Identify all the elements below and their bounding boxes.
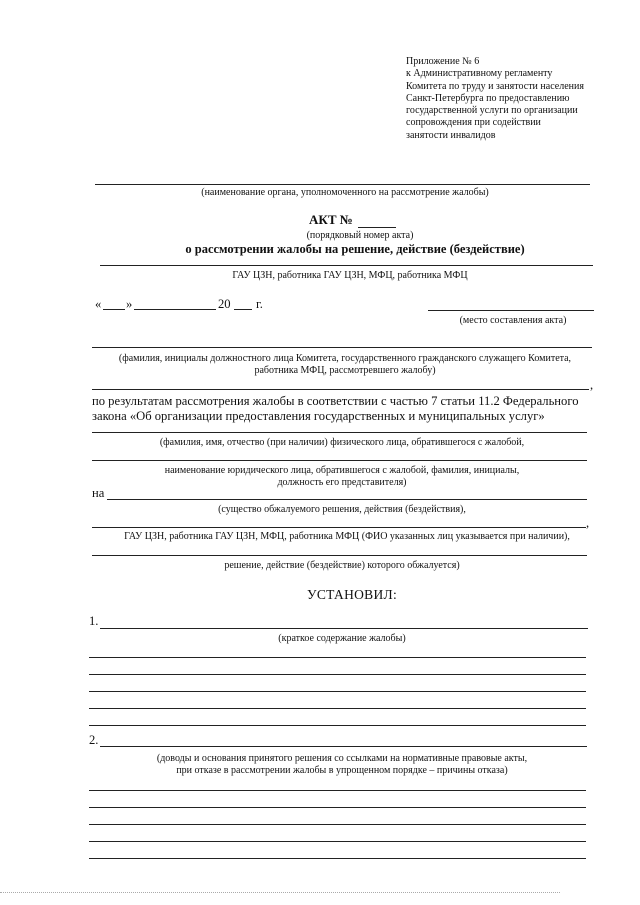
legal-entity-field-line[interactable] — [92, 460, 587, 461]
respondents-caption: ГАУ ЦЗН, работника ГАУ ЦЗН, МФЦ, работника МФЦ — [232, 270, 468, 281]
decision-field-line-2[interactable] — [92, 527, 586, 528]
established-heading: УСТАНОВИЛ: — [307, 587, 398, 602]
appendix-line: занятости инвалидов — [406, 129, 496, 141]
appendix-note — [406, 56, 616, 142]
summary-line[interactable] — [89, 674, 586, 675]
decision-field-line[interactable] — [107, 499, 587, 500]
decision2-caption: решение, действие (бездействие) которого обжалуется) — [224, 560, 460, 571]
legal-entity-caption-line2: должность его представителя) — [277, 477, 407, 488]
date-year-suffix: г. — [256, 297, 263, 311]
grounds-line[interactable] — [89, 790, 586, 791]
date-year-field[interactable] — [234, 309, 252, 310]
summary-caption: (краткое содержание жалобы) — [278, 633, 406, 644]
place-field-line[interactable] — [428, 310, 594, 311]
date-open-quote: « — [95, 297, 102, 311]
authority-field-line[interactable] — [95, 184, 590, 185]
act-number-label: АКТ № — [309, 212, 353, 227]
authority-caption: (наименование органа, уполномоченного на рассмотрение жалобы) — [201, 187, 489, 198]
official-field-line[interactable] — [92, 347, 592, 348]
official-field-line-2[interactable] — [92, 389, 589, 390]
place-caption: (место составления акта) — [459, 315, 567, 326]
summary-line[interactable] — [89, 708, 586, 709]
respondent-field-line[interactable] — [100, 265, 593, 266]
date-month-field[interactable] — [134, 309, 216, 310]
appendix-line: Комитета по труду и занятости населения — [406, 80, 584, 92]
official-caption-line1: (фамилия, инициалы должностного лица Комитета, государственного гражданского служащего Комитета, — [118, 353, 572, 364]
grounds-caption-line2: при отказе в рассмотрении жалобы в упрощенном порядке – причины отказа) — [176, 765, 508, 776]
official-caption-line2: работника МФЦ, рассмотревшего жалобу) — [254, 365, 436, 376]
date-close-quote: » — [126, 297, 133, 311]
item1-field-line[interactable] — [100, 628, 588, 629]
act-subject-title: о рассмотрении жалобы на решение, действие (бездействие) — [185, 242, 525, 256]
appendix-line: Санкт-Петербурга по предоставлению — [406, 92, 570, 104]
act-number-caption: (порядковый номер акта) — [306, 230, 414, 241]
item2-number: 2. — [89, 733, 99, 747]
grounds-line[interactable] — [89, 807, 586, 808]
scan-edge-artifact — [0, 892, 560, 893]
item1-number: 1. — [89, 614, 99, 628]
applicant-field-line[interactable] — [92, 432, 587, 433]
summary-line[interactable] — [89, 691, 586, 692]
date-year-prefix: 20 — [218, 297, 231, 311]
appendix-line: к Административному регламенту — [406, 68, 553, 80]
legal-entity-caption-line1: наименование юридического лица, обратившегося с жалобой, фамилия, инициалы, — [164, 465, 520, 476]
grounds-line[interactable] — [89, 858, 586, 859]
item2-field-line[interactable] — [100, 746, 587, 747]
act-number-field-line[interactable] — [358, 227, 396, 228]
staff-field-line[interactable] — [92, 555, 587, 556]
grounds-line[interactable] — [89, 824, 586, 825]
grounds-line[interactable] — [89, 841, 586, 842]
trailing-comma-2: , — [586, 516, 590, 530]
individual-caption: (фамилия, имя, отчество (при наличии) физического лица, обратившегося с жалобой, — [159, 437, 525, 448]
summary-line[interactable] — [89, 657, 586, 658]
appendix-line: сопровождения при содействии — [406, 117, 541, 129]
staff-caption: ГАУ ЦЗН, работника ГАУ ЦЗН, МФЦ, работника МФЦ (ФИО указанных лиц указывается при наличии), — [124, 531, 570, 542]
trailing-comma: , — [590, 378, 594, 392]
legal-basis-line2: закона «Об организации предоставления государственных и муниципальных услуг» — [92, 409, 545, 423]
appendix-line: государственной услуги по организации — [406, 105, 578, 117]
summary-line[interactable] — [89, 725, 586, 726]
date-day-field[interactable] — [103, 309, 125, 310]
legal-basis-line1: по результатам рассмотрения жалобы в соответствии с частью 7 статьи 11.2 Федерального — [92, 394, 579, 408]
na-label: на — [92, 486, 105, 500]
decision-caption: (существо обжалуемого решения, действия (бездействия), — [218, 504, 466, 515]
appendix-line: Приложение № 6 — [406, 56, 480, 67]
grounds-caption-line1: (доводы и основания принятого решения со ссылками на нормативные правовые акты, — [156, 753, 528, 764]
